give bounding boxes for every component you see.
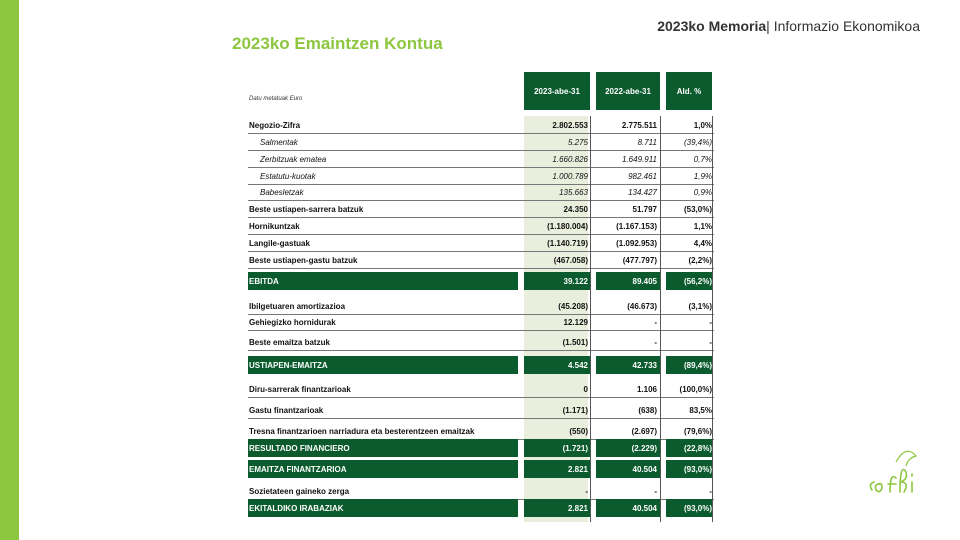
row-label: USTIAPEN-EMAITZA — [249, 361, 328, 370]
value-change: (3,1%) — [688, 302, 712, 311]
value-change: - — [709, 318, 712, 327]
value-change: (56,2%) — [683, 277, 712, 286]
row-separator — [248, 167, 714, 168]
value-change: 0,9% — [693, 188, 712, 197]
value-2022: 8.711 — [637, 138, 657, 147]
value-change: (53,0%) — [683, 205, 712, 214]
value-2023: 1.000.789 — [552, 172, 588, 181]
value-change: 83,5% — [689, 406, 712, 415]
value-2023: 2.821 — [567, 465, 588, 474]
value-2022: (1.167.153) — [616, 222, 657, 231]
row-label: EBITDA — [249, 277, 279, 286]
value-2023: 2.821 — [567, 504, 588, 513]
value-2023: (1.501) — [562, 338, 588, 347]
row-separator — [248, 418, 714, 419]
value-2022: (638) — [638, 406, 657, 415]
value-2023: (1.140.719) — [547, 239, 588, 248]
row-separator — [248, 150, 714, 151]
value-change: (22,8%) — [683, 444, 712, 453]
value-2023: 39.122 — [563, 277, 588, 286]
column-header-2022: 2022-abe-31 — [596, 72, 660, 110]
column-header-change: Ald. % — [666, 72, 712, 110]
value-2022: 42.733 — [632, 361, 657, 370]
value-2022: 2.775.511 — [621, 121, 657, 130]
value-2023: - — [585, 487, 588, 496]
column-border — [590, 116, 591, 522]
value-change: 1,9% — [693, 172, 712, 181]
value-2022: 40.504 — [632, 465, 657, 474]
row-label: EKITALDIKO IRABAZIAK — [249, 504, 344, 513]
row-label: Diru-sarrerak finantzarioak — [249, 385, 351, 394]
row-separator — [248, 268, 714, 269]
value-2022: 134.427 — [628, 188, 657, 197]
value-change: 0,7% — [693, 155, 712, 164]
value-change: (79,6%) — [683, 427, 712, 436]
value-2022: (46.673) — [627, 302, 657, 311]
row-label: Sozietateen gaineko zerga — [249, 487, 350, 496]
value-2022: 89.405 — [632, 277, 657, 286]
row-separator — [248, 217, 714, 218]
value-2023: (550) — [569, 427, 588, 436]
value-2023: (1.180.004) — [547, 222, 588, 231]
row-label: Ibilgetuaren amortizazioa — [249, 302, 346, 311]
column-header-2023: 2023-abe-31 — [524, 72, 590, 110]
value-change: - — [709, 338, 712, 347]
row-label: Beste emaitza batzuk — [249, 338, 330, 347]
value-2022: 982.461 — [628, 172, 657, 181]
value-change: (39,4%) — [683, 138, 712, 147]
value-2022: 51.797 — [632, 205, 657, 214]
value-2023: (1.171) — [562, 406, 588, 415]
row-label: Salmentak — [260, 138, 298, 147]
table-row — [248, 460, 714, 478]
value-change: 1,1% — [693, 222, 712, 231]
value-2023: 24.350 — [563, 205, 588, 214]
row-label: Beste ustiapen-sarrera batzuk — [249, 205, 364, 214]
header-bold: 2023ko Memoria — [657, 18, 767, 34]
row-label: Tresna finantzarioen narriadura eta besterentzeen emaitzak — [249, 427, 475, 436]
value-change: 1,0% — [693, 121, 712, 130]
row-label: Negozio-Zifra — [249, 121, 301, 130]
row-label: Langile-gastuak — [249, 239, 310, 248]
value-2022: - — [654, 338, 657, 347]
value-2023: 135.663 — [559, 188, 588, 197]
row-separator — [248, 397, 714, 398]
value-2022: (2.697) — [631, 427, 657, 436]
row-label: Babesletzak — [260, 188, 304, 197]
value-change: (93,0%) — [683, 465, 712, 474]
value-2023: (1.721) — [562, 444, 588, 453]
table-row — [248, 499, 714, 517]
row-separator — [248, 200, 714, 201]
value-2022: 1.649.911 — [622, 155, 657, 164]
value-2023: 2.802.553 — [552, 121, 588, 130]
row-separator — [248, 133, 714, 134]
row-separator — [248, 314, 714, 315]
row-separator — [248, 251, 714, 252]
value-2023: 4.542 — [567, 361, 588, 370]
row-label: Hornikuntzak — [249, 222, 300, 231]
value-2023: 5.275 — [567, 138, 588, 147]
value-2022: (1.092.953) — [616, 239, 657, 248]
header-rest: | Informazio Ekonomikoa — [766, 18, 920, 34]
value-2022: 40.504 — [632, 504, 657, 513]
row-label: Beste ustiapen-gastu batzuk — [249, 256, 358, 265]
row-label: Gehiegizko hornidurak — [249, 318, 336, 327]
value-2022: 1.106 — [636, 385, 657, 394]
value-2023: 12.129 — [563, 318, 588, 327]
value-2022: (2.229) — [631, 444, 657, 453]
value-2023: (467.058) — [553, 256, 588, 265]
value-change: (93,0%) — [683, 504, 712, 513]
row-label: RESULTADO FINANCIERO — [249, 444, 350, 453]
value-change: (89,4%) — [683, 361, 712, 370]
table-row — [248, 439, 714, 457]
value-2022: (477.797) — [622, 256, 657, 265]
left-accent-bar — [0, 0, 19, 540]
row-separator — [248, 184, 714, 185]
value-change: 4,4% — [693, 239, 712, 248]
value-2022: - — [654, 318, 657, 327]
band-cell — [248, 272, 518, 290]
row-separator — [248, 330, 714, 331]
table-row — [248, 356, 714, 374]
column-border — [712, 116, 713, 522]
value-change: (2,2%) — [688, 256, 712, 265]
row-label: Gastu finantzarioak — [249, 406, 324, 415]
value-2023: 0 — [583, 385, 588, 394]
value-2022: - — [654, 487, 657, 496]
row-separator — [248, 234, 714, 235]
page-title: 2023ko Emaintzen Kontua — [232, 34, 443, 53]
row-label: EMAITZA FINANTZARIOA — [249, 465, 347, 474]
value-2023: 1.660.826 — [552, 155, 588, 164]
value-2023: (45.208) — [558, 302, 588, 311]
value-change: - — [709, 487, 712, 496]
page-header — [657, 18, 920, 34]
row-separator — [248, 350, 714, 351]
row-label: Estatutu-kuotak — [260, 172, 316, 181]
table-row — [248, 272, 714, 290]
units-note: Datu metatuak Euro — [249, 96, 303, 102]
value-change: (100,0%) — [679, 385, 712, 394]
column-border — [660, 116, 661, 522]
row-label: Zerbitzuak ematea — [260, 155, 327, 164]
cofbi-logo — [866, 440, 926, 520]
